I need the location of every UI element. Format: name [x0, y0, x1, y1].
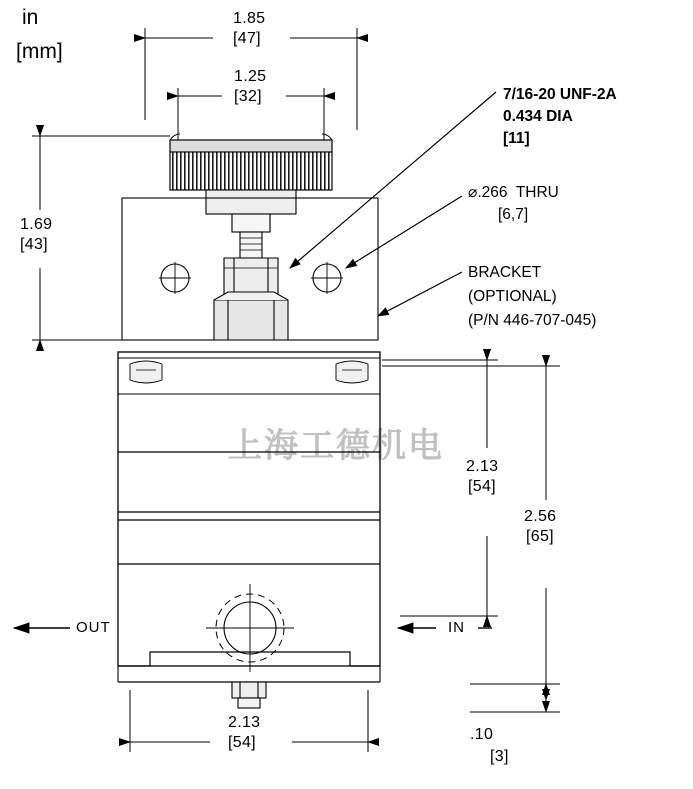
dim-top-inner-in: 1.25 — [234, 68, 267, 85]
watermark: 上海工德机电 — [228, 426, 444, 466]
dim-top-overall-mm: [47] — [233, 30, 261, 47]
dim-top-overall-in: 1.85 — [233, 10, 266, 27]
dim-right-inner-mm: [54] — [468, 478, 496, 495]
dim-bottom-plate-mm: [3] — [490, 748, 509, 765]
units-label: in — [22, 6, 39, 29]
port-label-out: OUT — [76, 619, 111, 636]
port-label-in: IN — [448, 619, 465, 636]
dim-left-height-mm: [43] — [20, 236, 48, 253]
dim-right-inner-in: 2.13 — [466, 458, 499, 475]
dim-right-overall-mm: [65] — [526, 528, 554, 545]
dim-right-overall-in: 2.56 — [524, 508, 557, 525]
callout-bracket-line1: BRACKET — [468, 264, 542, 281]
callout-bracket-line3: (P/N 446-707-045) — [468, 312, 597, 329]
callout-hole-line2: [6,7] — [498, 206, 529, 223]
geometry-group — [14, 28, 560, 752]
callout-thread-line2: 0.434 DIA — [503, 108, 573, 125]
dim-left-height-in: 1.69 — [20, 216, 53, 233]
callout-bracket-line2: (OPTIONAL) — [468, 288, 557, 305]
callout-thread-line1: 7/16-20 UNF-2A — [503, 86, 617, 103]
dim-bottom-plate-in: .10 — [470, 726, 494, 743]
dim-bottom-width-mm: [54] — [228, 734, 256, 751]
callout-hole-line1: ⌀.266 THRU — [468, 184, 559, 201]
dim-top-inner-mm: [32] — [234, 88, 262, 105]
callout-thread-line3: [11] — [503, 130, 530, 147]
dim-bottom-width-in: 2.13 — [228, 714, 261, 731]
units-label-mm: [mm] — [16, 40, 63, 63]
